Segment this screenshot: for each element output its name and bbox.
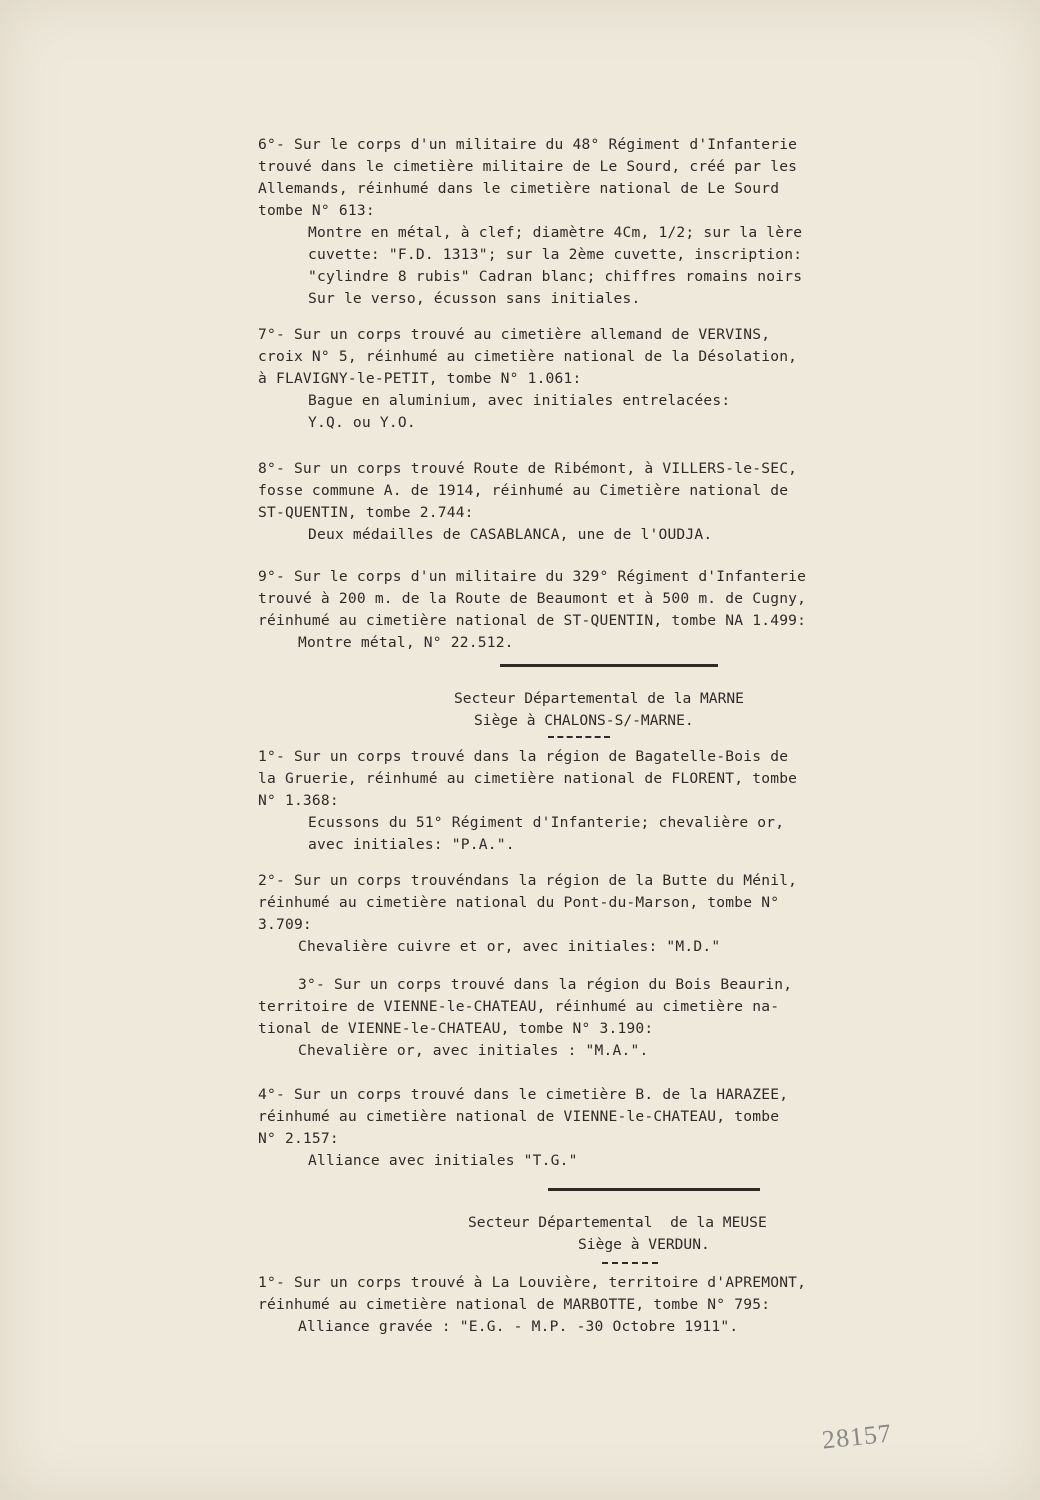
entry-line: la Gruerie, réinhumé au cimetière national de FLORENT, tombe bbox=[258, 770, 798, 787]
entry-detail: Alliance gravée : "E.G. - M.P. -30 Octobre 1911". bbox=[298, 1318, 739, 1335]
entry-line: réinhumé au cimetière national de ST-QUENTIN, tombe NA 1.499: bbox=[258, 612, 807, 629]
entry-line: croix N° 5, réinhumé au cimetière national de la Désolation, bbox=[258, 348, 798, 365]
sector-marne-title: Secteur Départemental de la MARNE bbox=[454, 690, 744, 707]
entry-detail: Montre métal, N° 22.512. bbox=[298, 634, 514, 651]
entry-detail: Y.Q. ou Y.O. bbox=[308, 414, 416, 431]
entry-detail: Deux médailles de CASABLANCA, une de l'OUDJA. bbox=[308, 526, 713, 543]
entry-8 bbox=[258, 458, 998, 546]
entry-detail: Chevalière cuivre et or, avec initiales: "M.D." bbox=[298, 938, 721, 955]
heading-underline bbox=[548, 736, 610, 738]
entry-6 bbox=[258, 134, 998, 310]
entry-line: tional de VIENNE-le-CHATEAU, tombe N° 3.190: bbox=[258, 1020, 654, 1037]
entry-line: trouvé à 200 m. de la Route de Beaumont et à 500 m. de Cugny, bbox=[258, 590, 807, 607]
entry-detail: Bague en aluminium, avec initiales entrelacées: bbox=[308, 392, 731, 409]
entry-detail: cuvette: "F.D. 1313"; sur la 2ème cuvette, inscription: bbox=[308, 246, 803, 263]
sector-marne-seat: Siège à CHALONS-S/-MARNE. bbox=[474, 712, 694, 729]
entry-line: réinhumé au cimetière national du Pont-du-Marson, tombe N° bbox=[258, 894, 780, 911]
entry-7 bbox=[258, 324, 998, 434]
entry-line: réinhumé au cimetière national de MARBOTTE, tombe N° 795: bbox=[258, 1296, 771, 1313]
entry-line: 9°- Sur le corps d'un militaire du 329° Régiment d'Infanterie bbox=[258, 568, 807, 585]
entry-line: 1°- Sur un corps trouvé dans la région de Bagatelle-Bois de bbox=[258, 748, 789, 765]
entry-line: ST-QUENTIN, tombe 2.744: bbox=[258, 504, 474, 521]
meuse-entry-1 bbox=[258, 1272, 998, 1338]
marne-entry-4 bbox=[258, 1084, 998, 1172]
section-divider bbox=[548, 1188, 760, 1191]
marne-entry-3 bbox=[258, 974, 998, 1062]
entry-line: 2°- Sur un corps trouvéndans la région de la Butte du Ménil, bbox=[258, 872, 798, 889]
marne-entry-2 bbox=[258, 870, 998, 958]
entry-detail: Ecussons du 51° Régiment d'Infanterie; chevalière or, bbox=[308, 814, 785, 831]
sector-meuse-title: Secteur Départemental de la MEUSE bbox=[468, 1214, 767, 1231]
entry-detail: Chevalière or, avec initiales : "M.A.". bbox=[298, 1042, 649, 1059]
sector-meuse-seat: Siège à VERDUN. bbox=[578, 1236, 710, 1253]
section-divider bbox=[500, 664, 718, 667]
entry-detail: Montre en métal, à clef; diamètre 4Cm, 1/2; sur la lère bbox=[308, 224, 803, 241]
entry-detail: avec initiales: "P.A.". bbox=[308, 836, 515, 853]
entry-detail: Alliance avec initiales "T.G." bbox=[308, 1152, 578, 1169]
entry-line: territoire de VIENNE-le-CHATEAU, réinhumé au cimetière na- bbox=[258, 998, 780, 1015]
entry-line: Allemands, réinhumé dans le cimetière national de Le Sourd bbox=[258, 180, 780, 197]
entry-detail: "cylindre 8 rubis" Cadran blanc; chiffres romains noirs bbox=[308, 268, 803, 285]
heading-underline bbox=[602, 1262, 658, 1264]
entry-line: 6°- Sur le corps d'un militaire du 48° Régiment d'Infanterie bbox=[258, 136, 798, 153]
entry-line: tombe N° 613: bbox=[258, 202, 375, 219]
page-number: 28157 bbox=[820, 1418, 894, 1455]
entry-line: 8°- Sur un corps trouvé Route de Ribémont, à VILLERS-le-SEC, bbox=[258, 460, 798, 477]
entry-line: fosse commune A. de 1914, réinhumé au Cimetière national de bbox=[258, 482, 789, 499]
entry-line: réinhumé au cimetière national de VIENNE-le-CHATEAU, tombe bbox=[258, 1108, 780, 1125]
entry-line: 3.709: bbox=[258, 916, 312, 933]
entry-line: 1°- Sur un corps trouvé à La Louvière, territoire d'APREMONT, bbox=[258, 1274, 807, 1291]
entry-line: 4°- Sur un corps trouvé dans le cimetière B. de la HARAZEE, bbox=[258, 1086, 789, 1103]
entry-line: 3°- Sur un corps trouvé dans la région du Bois Beaurin, bbox=[298, 976, 793, 993]
entry-line: trouvé dans le cimetière militaire de Le Sourd, créé par les bbox=[258, 158, 798, 175]
marne-entry-1 bbox=[258, 746, 998, 856]
entry-9 bbox=[258, 566, 998, 654]
entry-line: à FLAVIGNY-le-PETIT, tombe N° 1.061: bbox=[258, 370, 582, 387]
entry-detail: Sur le verso, écusson sans initiales. bbox=[308, 290, 641, 307]
entry-line: N° 2.157: bbox=[258, 1130, 339, 1147]
entry-line: N° 1.368: bbox=[258, 792, 339, 809]
entry-line: 7°- Sur un corps trouvé au cimetière allemand de VERVINS, bbox=[258, 326, 771, 343]
